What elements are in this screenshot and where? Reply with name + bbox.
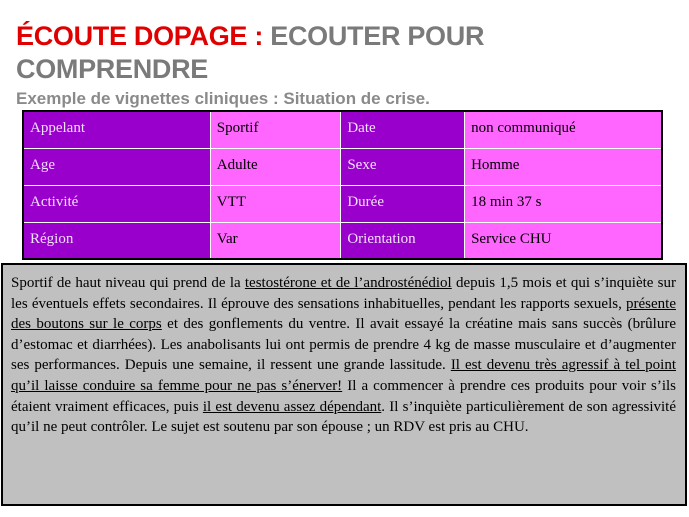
row-value: Adulte xyxy=(210,148,341,185)
row-value: Homme xyxy=(465,148,662,185)
row-label: Orientation xyxy=(341,222,465,259)
narrative-underlined-text: Il est devenu très agressif à tel point qu’il laisse conduire sa femme pour ne pas s’énerver! xyxy=(11,357,676,394)
row-value: VTT xyxy=(210,185,341,222)
row-label: Appelant xyxy=(23,111,210,148)
case-narrative xyxy=(1,263,687,506)
row-label: Age xyxy=(23,148,210,185)
narrative-underlined-text: testostérone et de l’androsténédiol xyxy=(244,275,452,291)
title-red-part: ÉCOUTE DOPAGE : xyxy=(16,21,264,51)
page-title xyxy=(16,20,676,86)
info-table xyxy=(22,110,663,260)
row-label: Région xyxy=(23,222,210,259)
page-subtitle: Exemple de vignettes cliniques : Situation de crise. xyxy=(16,89,430,108)
row-value: Sportif xyxy=(210,111,341,148)
narrative-text: Il a commencer à prendre ces produits pour voir s’ils étaient vraiment efficaces, puis xyxy=(11,377,676,415)
narrative-underlined-text: présente des boutons sur le corps xyxy=(11,295,676,333)
table-row xyxy=(23,111,662,148)
narrative-text: . Il s’inquiète particulièrement de son agressivité qu’il ne peut contrôler. Le sujet est soutenu par son épouse ; un RDV est pris au CHU. xyxy=(11,398,676,436)
row-label: Date xyxy=(341,111,465,148)
row-value: 18 min 37 s xyxy=(465,185,662,222)
table-row xyxy=(23,148,662,185)
narrative-text: et des gonflements du ventre. Il avait essayé la créatine mais sans succès (brûlure d’estomac et diarrhées). Les anabolisants lui ont permis de prendre 4 kg de masse musculaire et d’augmenter ses performances. Depuis une semaine, il ressent une grande lassitude. xyxy=(11,316,676,374)
row-label: Activité xyxy=(23,185,210,222)
table-row xyxy=(23,222,662,259)
table-row xyxy=(23,185,662,222)
title-grey-part: ECOUTER POUR COMPRENDRE xyxy=(16,21,485,84)
row-value: non communiqué xyxy=(465,111,662,148)
narrative-text: depuis 1,5 mois et qui s’inquiète sur les éventuels effets secondaires. Il éprouve des sensations inhabituelles, pendant les rapports sexuels, xyxy=(11,275,677,312)
narrative-underlined-text: il est devenu assez dépendant xyxy=(202,398,382,415)
row-label: Durée xyxy=(341,185,465,222)
row-value: Service CHU xyxy=(465,222,662,259)
row-value: Var xyxy=(210,222,341,259)
row-label: Sexe xyxy=(341,148,465,185)
narrative-text: Sportif de haut niveau qui prend de la xyxy=(11,275,245,291)
